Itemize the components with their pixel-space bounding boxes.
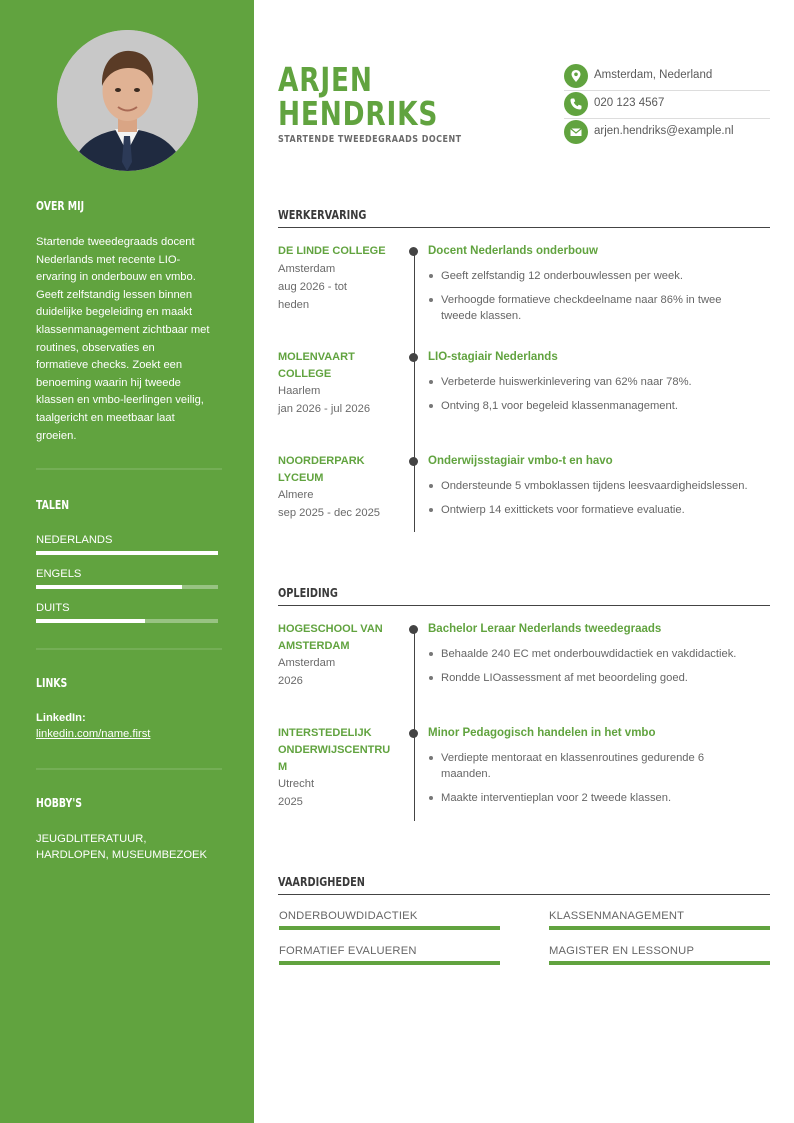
skills-heading: VAARDIGHEDEN <box>278 874 365 889</box>
language-name: ENGELS <box>36 568 82 580</box>
location: Amsterdam <box>278 657 336 669</box>
skill-level-bar <box>549 961 770 965</box>
mail-icon <box>564 120 588 144</box>
divider <box>36 768 222 770</box>
location: Amsterdam <box>278 263 336 275</box>
timeline-dot <box>409 625 418 634</box>
organization: MOLENVAART COLLEGE <box>278 351 355 380</box>
hobbies-heading: HOBBY'S <box>36 796 82 810</box>
role-title: Docent Nederlands onderbouw <box>428 245 598 257</box>
timeline-dot <box>409 729 418 738</box>
bullet-item: Ondersteunde 5 vmboklassen tijdens leesvaardigheidslessen. <box>428 478 768 494</box>
timeline-line <box>414 628 415 821</box>
bullet-item: Ontving 8,1 voor begeleid klassenmanagement. <box>428 398 768 414</box>
role-title: LIO-stagiair Nederlands <box>428 351 558 363</box>
language-level-bar <box>36 551 218 555</box>
location-text: Amsterdam, Nederland <box>594 69 713 81</box>
timeline-dot <box>409 457 418 466</box>
language-name: NEDERLANDS <box>36 534 113 546</box>
skill-item: FORMATIEF EVALUEREN <box>279 945 500 965</box>
period: sep 2025 - dec 2025 <box>278 507 381 519</box>
skill-level-bar <box>279 926 500 930</box>
phone-icon <box>564 92 588 116</box>
job-subtitle: STARTENDE TWEEDEGRAADS DOCENT <box>278 134 462 145</box>
email-text[interactable]: arjen.hendriks@example.nl <box>594 125 734 137</box>
institution: HOGESCHOOL VAN AMSTERDAM <box>278 623 383 652</box>
about-heading: OVER MIJ <box>36 199 85 213</box>
last-name: HENDRIKS <box>278 94 439 133</box>
bullet-item: Verdiepte mentoraat en klassenroutines gedurende 6 maanden. <box>428 750 768 782</box>
divider <box>36 648 222 650</box>
degree-title: Minor Pedagogisch handelen in het vmbo <box>428 727 656 739</box>
education-heading: OPLEIDING <box>278 585 338 600</box>
about-text: Startende tweedegraads docent Nederlands met recente LIO- ervaring in onderbouw en vmbo. Geeft zelfstandig lessen binnen duidelijke begeleiding en maakt klassenmanagement zichtbaar met routines, observaties en formatieve checks. Zoekt een benoeming waarin hij tweede klassen en vmbo-leerlingen veilig, taalgericht en meetbaar laat groeien. <box>36 236 210 442</box>
language-level-bar <box>36 619 218 623</box>
experience-heading: WERKERVARING <box>278 207 367 222</box>
skill-level-bar <box>279 961 500 965</box>
hobbies-text: JEUGDLITERATUUR, HARDLOPEN, MUSEUMBEZOEK <box>36 833 207 861</box>
section-rule <box>278 227 770 228</box>
contact-location <box>564 62 770 90</box>
section-rule <box>278 605 770 606</box>
first-name: ARJEN <box>278 60 373 99</box>
location: Almere <box>278 489 314 501</box>
language-name: DUITS <box>36 602 70 614</box>
skill-item: MAGISTER EN LESSONUP <box>549 945 770 965</box>
bullet-item: Verbeterde huiswerkinlevering van 62% naar 78%. <box>428 374 768 390</box>
bullet-item: Verhoogde formatieve checkdeelname naar 86% in twee tweede klassen. <box>428 292 768 324</box>
bullet-item: Ontwierp 14 exittickets voor formatieve evaluatie. <box>428 502 768 518</box>
period: 2025 <box>278 796 303 808</box>
skill-item: KLASSENMANAGEMENT <box>549 910 770 930</box>
role-title: Onderwijsstagiair vmbo-t en havo <box>428 455 613 467</box>
location-pin-icon <box>564 64 588 88</box>
period: aug 2026 - tot heden <box>278 281 348 311</box>
sidebar <box>0 0 254 1123</box>
languages-heading: TALEN <box>36 498 70 512</box>
links-heading: LINKS <box>36 676 68 690</box>
institution: INTERSTEDELIJK ONDERWIJSCENTRU M <box>278 727 391 773</box>
organization: DE LINDE COLLEGE <box>278 245 386 257</box>
linkedin-link[interactable]: linkedin.com/name.first <box>36 728 151 740</box>
bullet-item: Geeft zelfstandig 12 onderbouwlessen per week. <box>428 268 768 284</box>
timeline-line <box>414 250 415 532</box>
section-rule <box>278 894 770 895</box>
period: 2026 <box>278 675 303 687</box>
degree-title: Bachelor Leraar Nederlands tweedegraads <box>428 623 662 635</box>
linkedin-label: LinkedIn: <box>36 712 86 724</box>
timeline-dot <box>409 353 418 362</box>
timeline-dot <box>409 247 418 256</box>
bullet-item: Behaalde 240 EC met onderbouwdidactiek en vakdidactiek. <box>428 646 768 662</box>
location: Utrecht <box>278 778 315 790</box>
skill-item: ONDERBOUWDIDACTIEK <box>279 910 500 930</box>
skill-level-bar <box>549 926 770 930</box>
main-content <box>254 0 794 1123</box>
language-level-bar <box>36 585 218 589</box>
bullet-item: Maakte interventieplan voor 2 tweede klassen. <box>428 790 768 806</box>
contact-phone <box>564 90 770 118</box>
period: jan 2026 - jul 2026 <box>278 403 371 415</box>
organization: NOORDERPARK LYCEUM <box>278 455 365 484</box>
phone-text: 020 123 4567 <box>594 97 665 109</box>
profile-photo <box>57 30 198 171</box>
contact-email <box>564 118 770 146</box>
bullet-item: Rondde LIOassessment af met beoordeling goed. <box>428 670 768 686</box>
location: Haarlem <box>278 385 321 397</box>
divider <box>36 468 222 470</box>
